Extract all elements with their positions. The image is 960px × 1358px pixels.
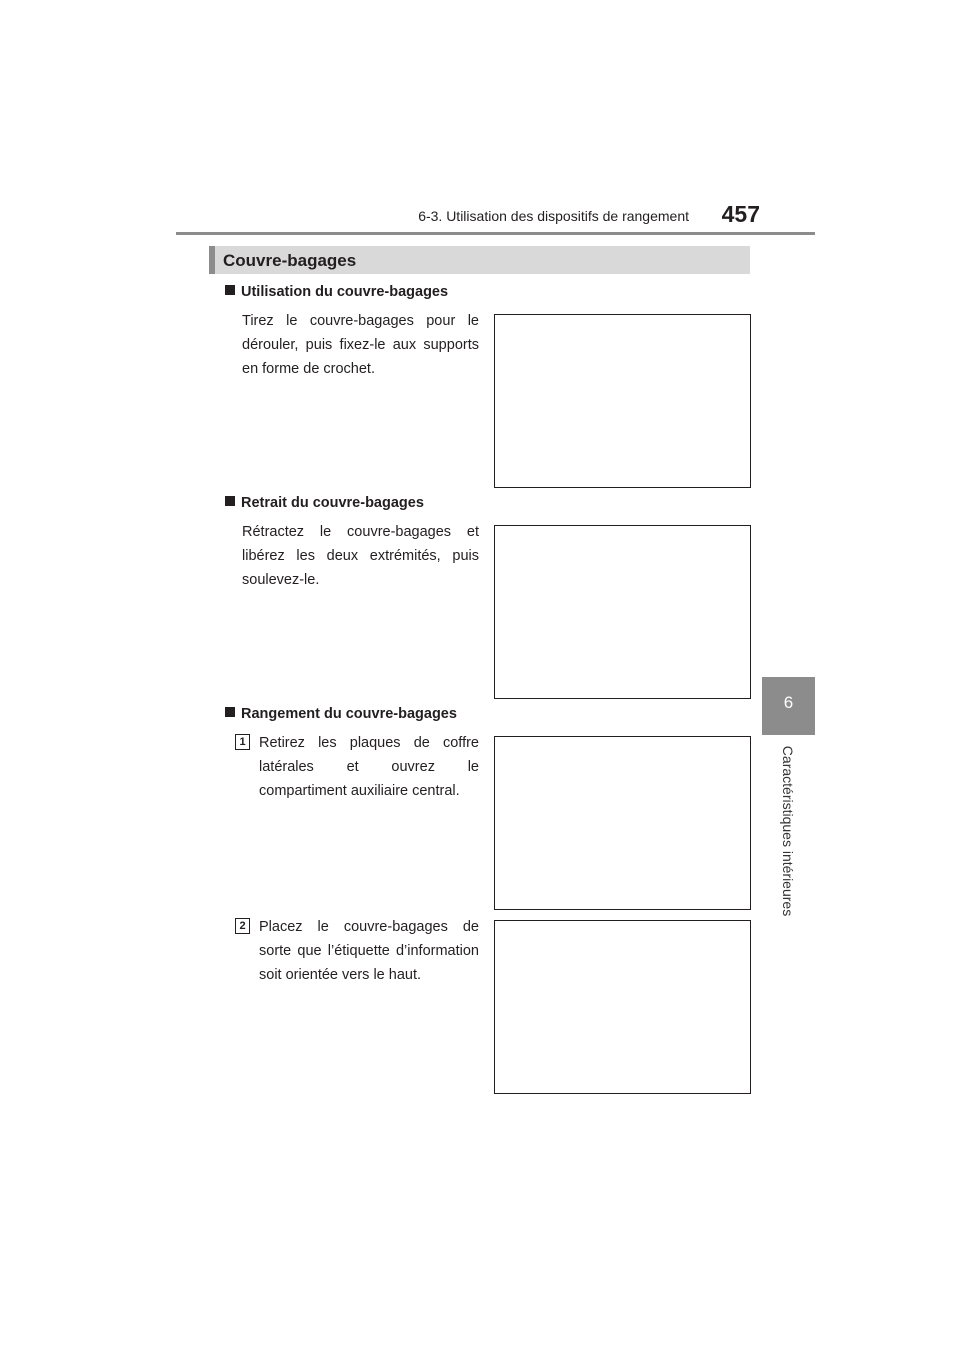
subheading-text: Retrait du couvre-bagages [241, 495, 424, 511]
paragraph-step-1: Retirez les plaques de coffre latérales et ouvrez le compartiment auxiliaire central. [259, 735, 479, 799]
page-number: 457 [721, 201, 760, 227]
section-title-bar [209, 246, 750, 274]
square-bullet-icon [225, 285, 235, 295]
subheading-rangement [225, 706, 457, 722]
paragraph-utilisation: Tirez le couvre-bagages pour le dérouler, puis fixez-le aux supports en forme de crochet. [242, 313, 479, 377]
illustration-frame [494, 525, 751, 699]
header-divider [176, 232, 815, 235]
subheading-utilisation [225, 284, 448, 300]
square-bullet-icon [225, 496, 235, 506]
step-number-badge: 1 [235, 734, 250, 750]
illustration-frame [494, 314, 751, 488]
illustration-frame [494, 920, 751, 1094]
chapter-tab [762, 677, 815, 735]
paragraph-retrait: Rétractez le couvre-bagages et libérez les deux extrémités, puis soulevez-le. [242, 524, 479, 588]
section-title: Couvre-bagages [223, 251, 357, 270]
step-number-badge: 2 [235, 918, 250, 934]
illustration-frame [494, 736, 751, 910]
subheading-text: Rangement du couvre-bagages [241, 706, 457, 722]
chapter-number: 6 [783, 693, 794, 712]
header-section-title: 6-3. Utilisation des dispositifs de rangement [418, 208, 689, 224]
paragraph-step-2: Placez le couvre-bagages de sorte que l’étiquette d’information soit orientée vers le haut. [259, 919, 479, 983]
subheading-retrait [225, 495, 424, 511]
chapter-title: Caractéristiques intérieures [780, 745, 796, 917]
subheading-text: Utilisation du couvre-bagages [241, 284, 449, 300]
square-bullet-icon [225, 707, 235, 717]
